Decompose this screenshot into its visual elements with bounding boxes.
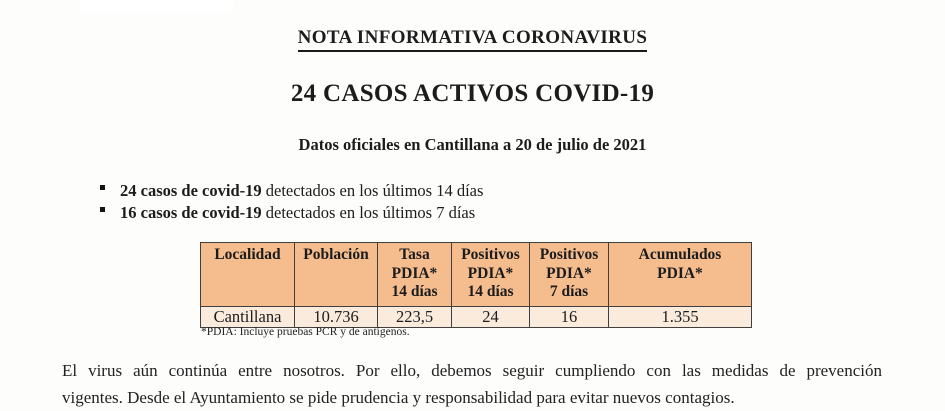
header-cell-tasa-pdia-14 bbox=[378, 243, 452, 307]
paragraph-line-1: El virus aún continúa entre nosotros. Por ello, debemos seguir cumpliendo con las medidas de prevención bbox=[62, 358, 882, 385]
header-line: 14 días bbox=[452, 283, 529, 302]
header-line: PDIA* bbox=[609, 265, 751, 284]
header-line: 7 días bbox=[530, 283, 608, 302]
header-cell-acumulados-pdia bbox=[609, 243, 752, 307]
header-line: PDIA* bbox=[452, 265, 529, 284]
table-data-row bbox=[201, 307, 752, 328]
header-cell-positivos-pdia-14 bbox=[452, 243, 530, 307]
header-cell-localidad bbox=[201, 243, 295, 307]
covid-data-table bbox=[200, 242, 752, 328]
header-line: Positivos bbox=[530, 246, 608, 265]
bullet-bold-text: 24 casos de covid-19 bbox=[120, 181, 262, 200]
header-cell-positivos-pdia-7 bbox=[530, 243, 609, 307]
header-line: PDIA* bbox=[530, 265, 608, 284]
header-line: 14 días bbox=[378, 283, 451, 302]
table-footnote: *PDIA: Incluye pruebas PCR y de antígenos. bbox=[201, 326, 410, 338]
bullet-bold-text: 16 casos de covid-19 bbox=[120, 203, 262, 222]
cell-poblacion: 10.736 bbox=[295, 307, 378, 328]
active-cases-headline: 24 CASOS ACTIVOS COVID-19 bbox=[291, 80, 654, 107]
bullet-rest-text: detectados en los últimos 14 días bbox=[262, 181, 484, 200]
official-data-subtitle: Datos oficiales en Cantillana a 20 de julio de 2021 bbox=[299, 135, 647, 154]
square-bullet-icon bbox=[100, 185, 105, 190]
header-line: Tasa bbox=[378, 246, 451, 265]
title-row bbox=[0, 27, 945, 52]
header-line: Acumulados bbox=[609, 246, 751, 265]
bullet-text bbox=[120, 180, 483, 202]
header-image-remnant bbox=[80, 0, 233, 13]
bullet-rest-text: detectados en los últimos 7 días bbox=[262, 203, 476, 222]
header-line: Población bbox=[295, 246, 377, 265]
bullet-text bbox=[120, 202, 475, 224]
cell-positivos-7: 16 bbox=[530, 307, 609, 328]
header-line: Positivos bbox=[452, 246, 529, 265]
headline-row bbox=[0, 80, 945, 108]
cell-tasa: 223,5 bbox=[378, 307, 452, 328]
cell-positivos-14: 24 bbox=[452, 307, 530, 328]
bullet-item-14-days bbox=[100, 180, 483, 202]
table-header-row bbox=[201, 243, 752, 307]
cell-localidad: Cantillana bbox=[201, 307, 295, 328]
page-title: NOTA INFORMATIVA CORONAVIRUS bbox=[298, 27, 648, 52]
body-paragraph bbox=[62, 358, 882, 411]
header-line: Localidad bbox=[201, 246, 294, 265]
header-line: PDIA* bbox=[378, 265, 451, 284]
header-cell-poblacion bbox=[295, 243, 378, 307]
bullet-item-7-days bbox=[100, 202, 483, 224]
subtitle-row bbox=[0, 135, 945, 155]
paragraph-line-2: vigentes. Desde el Ayuntamiento se pide prudencia y responsabilidad para evitar nuevos contagios. bbox=[62, 385, 882, 411]
square-bullet-icon bbox=[100, 207, 105, 212]
cell-acumulados: 1.355 bbox=[609, 307, 752, 328]
bullet-list bbox=[100, 180, 483, 223]
